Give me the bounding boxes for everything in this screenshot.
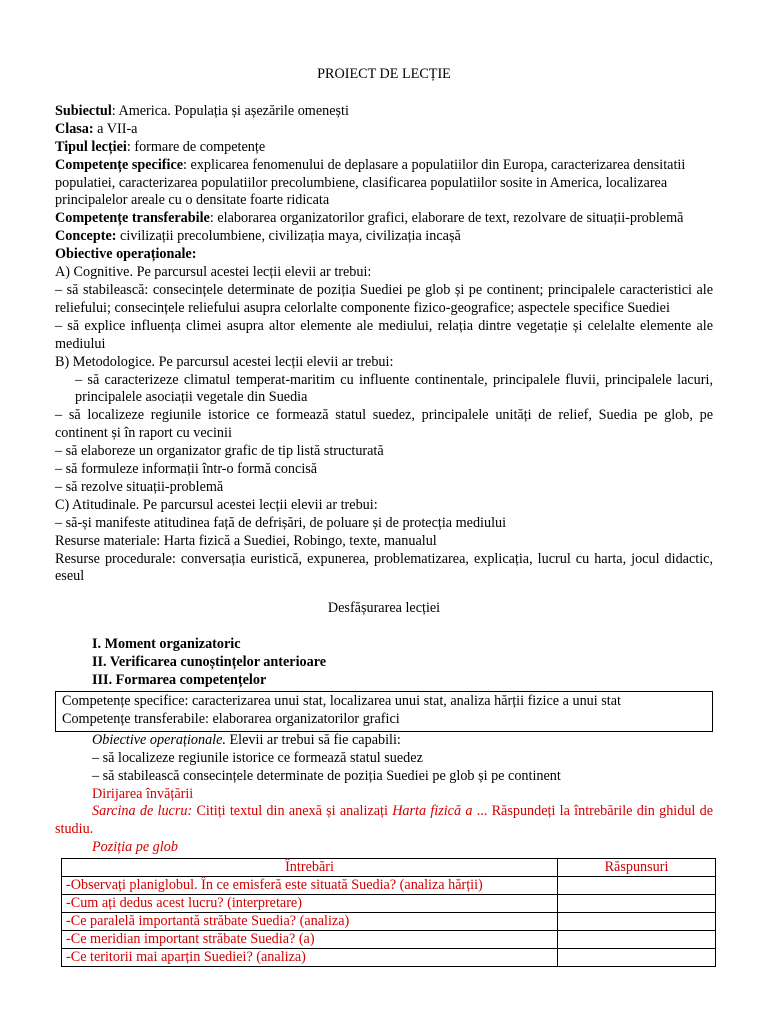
box-line-specific: Competențe specifice: caracterizarea unui stat, localizarea unui stat, analiza hărții fizice a unui stat	[62, 693, 621, 709]
table-header-row	[62, 859, 716, 877]
learning-direction-label: Dirijarea învățării	[92, 785, 194, 802]
table-row	[62, 949, 716, 967]
meta-class: Clasa: a VII-a	[55, 120, 138, 137]
objective-b-item: – să rezolve situații-problemă	[55, 478, 224, 495]
table-header-answers: Răspunsuri	[558, 859, 716, 877]
table-row	[62, 913, 716, 931]
table-row	[62, 877, 716, 895]
objectives-2-item: – să localizeze regiunile istorice ce formează statul suedez	[92, 749, 423, 766]
objective-b-item: – să caracterizeze climatul temperat-maritim cu influente continentale, principalele fluvii, principalele lacuri, principalele asociații vegetale din Suedia	[75, 371, 713, 406]
question-cell: -Observați planiglobul. În ce emisferă este situată Suedia? (analiza hărții)	[62, 877, 558, 895]
document-body	[55, 66, 713, 967]
position-heading: Poziția pe glob	[92, 839, 178, 856]
meta-specific-competences: Competențe specifice: explicarea fenomenului de deplasare a populatiilor din Europa, caracterizarea densitatii populatiei, caracterizarea populatiilor precolumbiene, clasificarea populatiilor sosite in America, localizarea principalelor areale cu o densitate foarte ridicata	[55, 156, 686, 209]
table-row	[62, 895, 716, 913]
objective-a-item: – să explice influența climei asupra altor elemente ale mediului, relația dintre vegetație și celelalte elemente ale mediului	[55, 317, 713, 352]
meta-transferable-competences: Competențe transferabile: elaborarea organizatorilor grafici, elaborare de text, rezolvare de situații-problemă	[55, 210, 684, 227]
objective-c-heading: C) Atitudinale. Pe parcursul acestei lecții elevii ar trebui:	[55, 496, 378, 513]
section-heading-3: III. Formarea competențelor	[92, 672, 267, 689]
section-heading-1: I. Moment organizatoric	[92, 636, 241, 653]
answer-cell[interactable]	[558, 877, 716, 895]
objective-b-item: – să formuleze informații într-o formă concisă	[55, 461, 318, 478]
answer-cell[interactable]	[558, 895, 716, 913]
meta-concepts: Concepte: civilizații precolumbiene, civilizația maya, civilizația incașă	[55, 228, 461, 245]
procedural-resources: Resurse procedurale: conversația euristică, expunerea, problematizarea, explicația, lucrul cu harta, jocul didactic, eseul	[55, 550, 713, 585]
objectives-list	[55, 264, 713, 586]
table-row	[62, 931, 716, 949]
objectives-2-item: – să stabilească consecințele determinate de poziția Suediei pe glob și pe continent	[92, 767, 561, 784]
objective-a-item: – să stabilească: consecințele determinate de poziția Suediei pe glob și pe continent; principalele caracteristici ale reliefului; consecințele reliefului asupra celorlalte componente fizico-geografice; aspectele specifice Suediei	[55, 281, 713, 316]
document-title: PROIECT DE LECȚIE	[317, 66, 451, 82]
objective-b-item: – să elaboreze un organizator grafic de tip listă structurată	[55, 443, 384, 460]
objective-b-heading: B) Metodologice. Pe parcursul acestei lecții elevii ar trebui:	[55, 353, 394, 370]
material-resources: Resurse materiale: Harta fizică a Suediei, Robingo, texte, manualul	[55, 532, 437, 549]
question-cell: -Cum ați dedus acest lucru? (interpretare)	[62, 895, 558, 913]
questions-table	[61, 858, 716, 967]
question-cell: -Ce meridian important străbate Suedia? (a)	[62, 931, 558, 949]
meta-lesson-type: Tipul lecției: formare de competențe	[55, 138, 266, 155]
objective-b-item: – să localizeze regiunile istorice ce formează statul suedez, principalele unități de relief, Suedia pe glob, pe continent și în raport cu vecinii	[55, 407, 713, 442]
lesson-meta	[55, 103, 713, 264]
task-paragraph: Sarcina de lucru: Citiți textul din anexă și analizați Harta fizică a ... Răspundeți la întrebările din ghidul de studiu.	[55, 803, 714, 838]
section-subtitle: Desfășurarea lecției	[327, 600, 441, 617]
meta-objectives-heading: Obiective operaționale:	[55, 246, 197, 263]
objectives-2	[55, 732, 713, 804]
table-header-questions: Întrebări	[62, 859, 558, 877]
objectives-2-heading: Obiective operaționale. Elevii ar trebui să fie capabili:	[92, 731, 401, 748]
objective-c-item: – să-și manifeste atitudinea față de defrișări, de poluare și de protecția mediului	[55, 514, 507, 531]
competences-box	[55, 691, 713, 732]
question-cell: -Ce paralelă importantă străbate Suedia? (analiza)	[62, 913, 558, 931]
answer-cell[interactable]	[558, 931, 716, 949]
box-line-transferable: Competențe transferabile: elaborarea organizatorilor grafici	[62, 710, 400, 727]
question-cell: -Ce teritorii mai aparțin Suediei? (analiza)	[62, 949, 558, 967]
section-heading-2: II. Verificarea cunoștințelor anterioare	[92, 654, 327, 671]
answer-cell[interactable]	[558, 949, 716, 967]
meta-subject: Subiectul: America. Populația și așezările omenești	[55, 102, 349, 119]
answer-cell[interactable]	[558, 913, 716, 931]
objective-a-heading: A) Cognitive. Pe parcursul acestei lecții elevii ar trebui:	[55, 264, 372, 281]
